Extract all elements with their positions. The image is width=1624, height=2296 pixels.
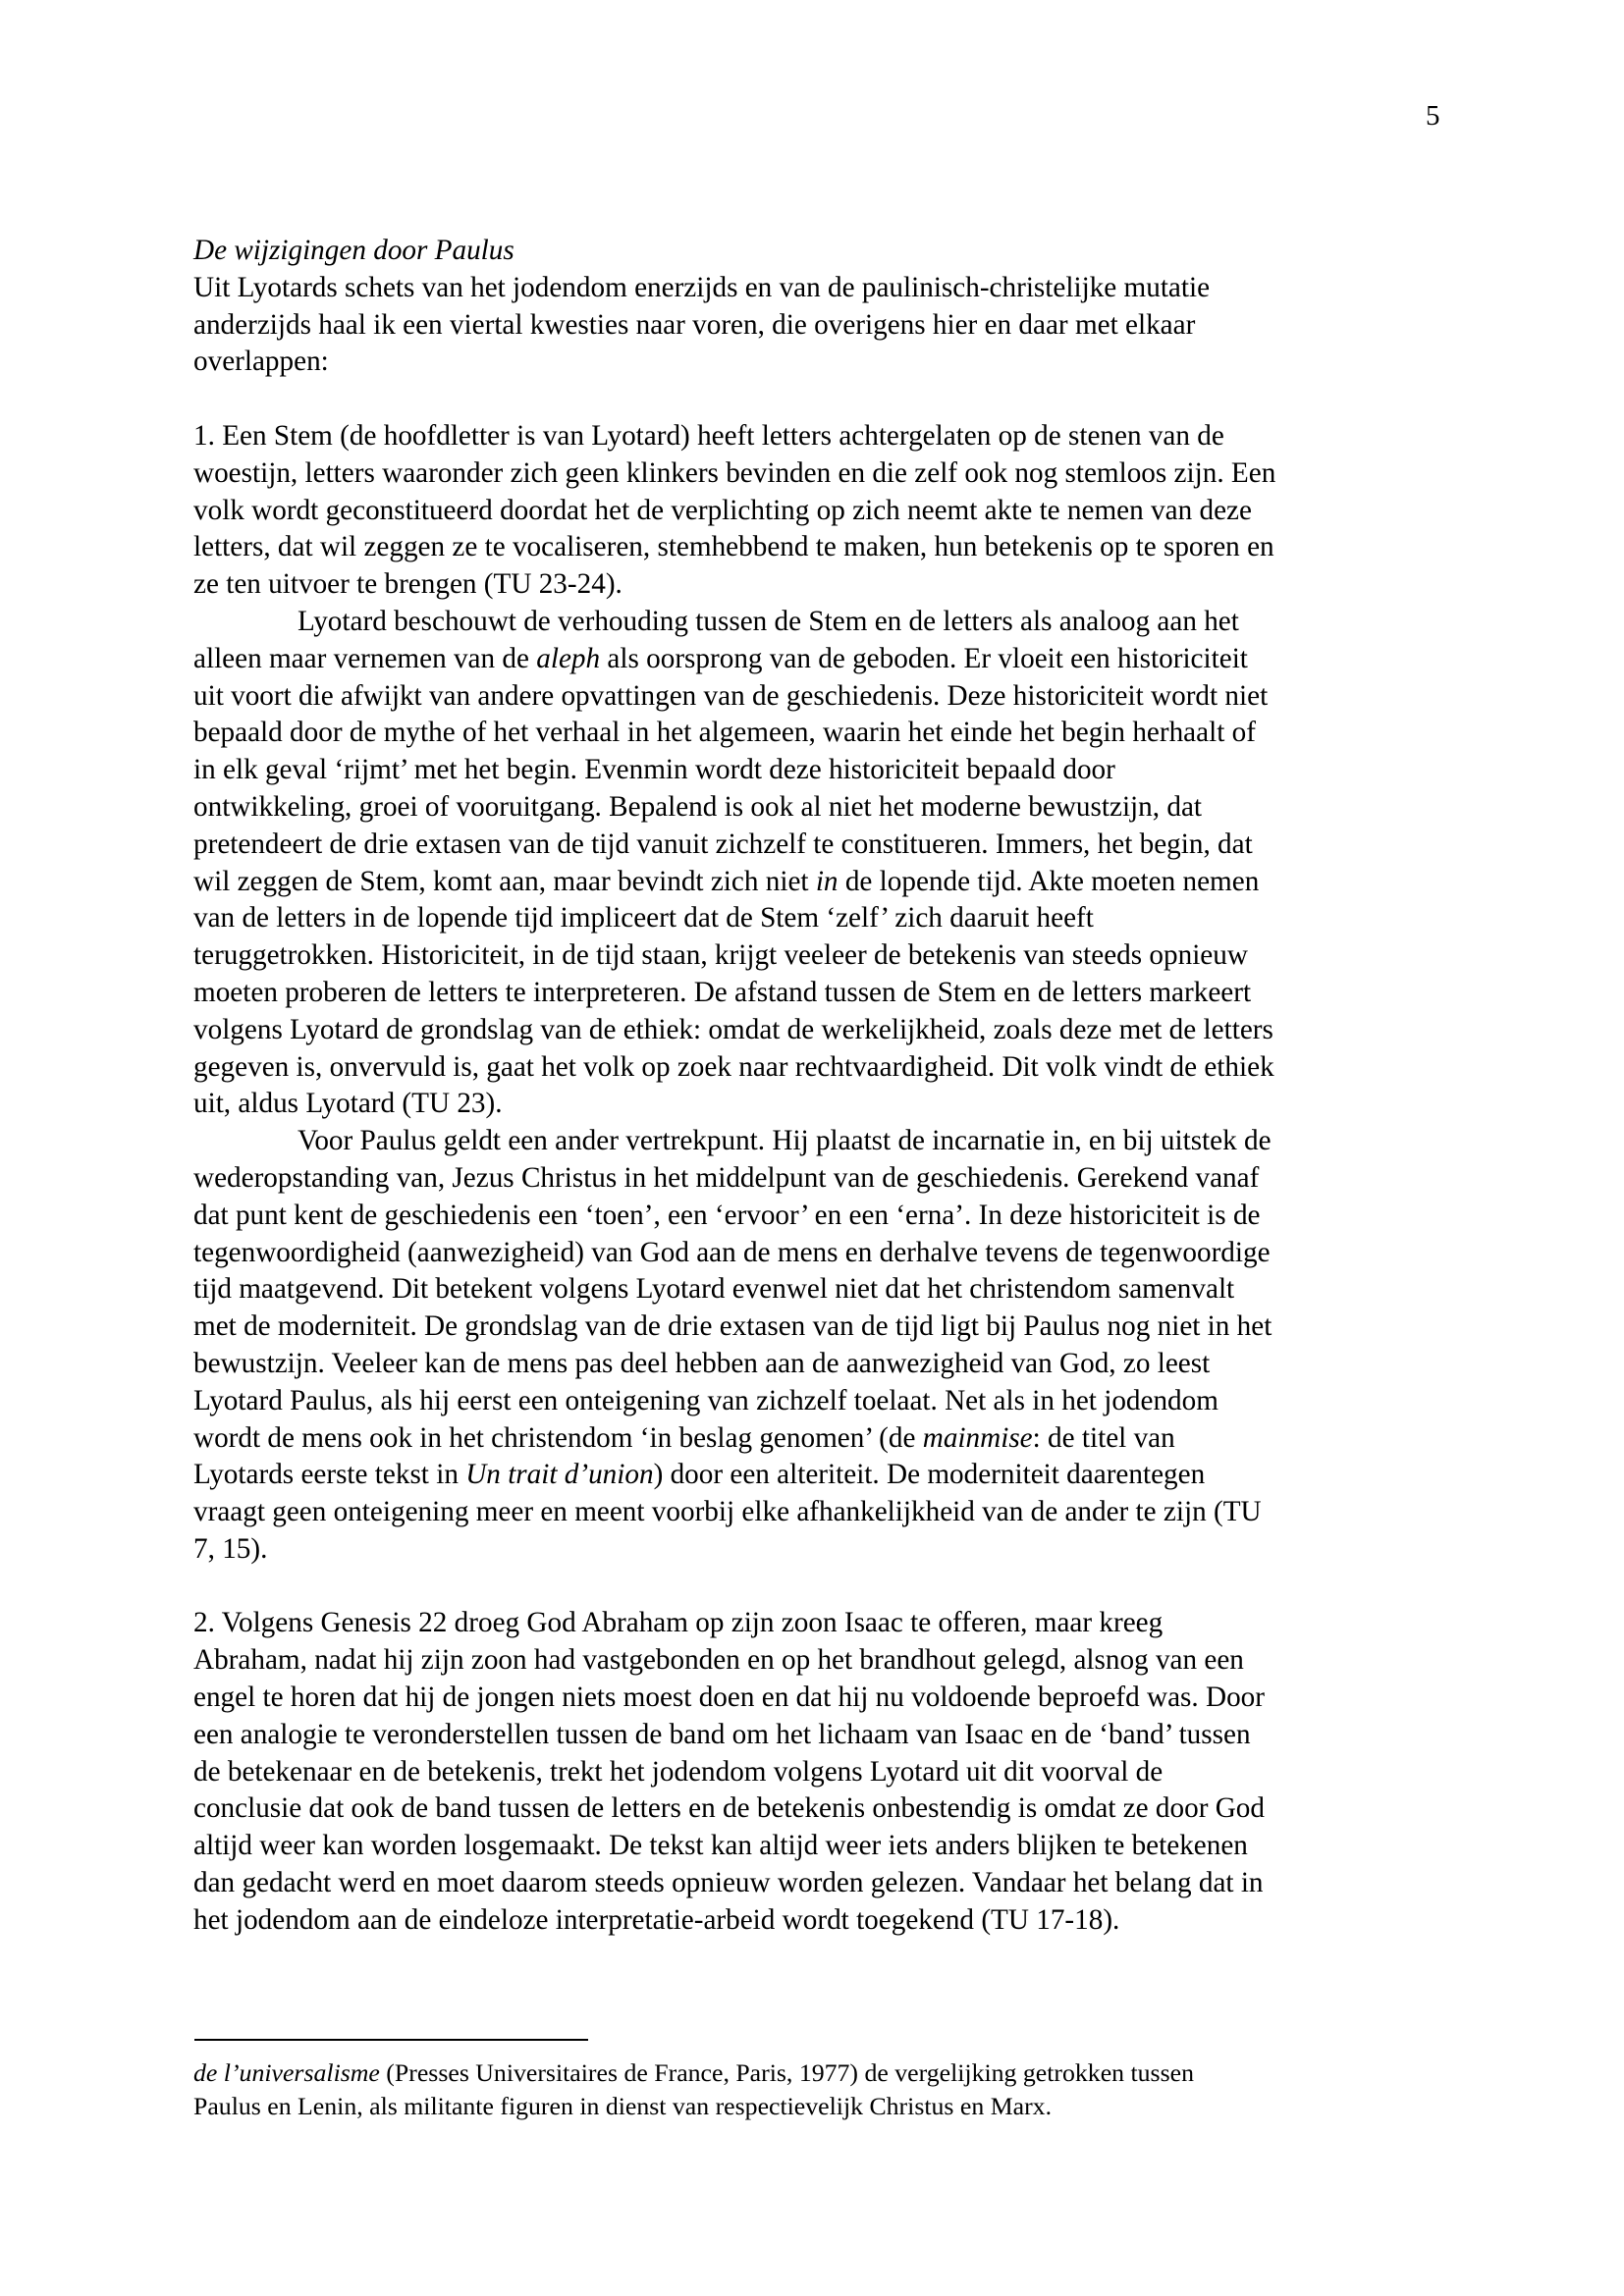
paragraph-line: uit voort die afwijkt van andere opvattingen van de geschiedenis. Deze historiciteit wordt niet <box>193 679 1269 712</box>
footnote-separator <box>194 2039 588 2041</box>
paragraph-line: Lyotard Paulus, als hij eerst een onteigening van zichzelf toelaat. Net als in het jodendom <box>193 1384 1218 1416</box>
text-run: alleen maar vernemen van de <box>193 642 537 674</box>
text-run: wil zeggen de Stem, komt aan, maar bevindt zich niet <box>193 865 816 897</box>
emphasis-in: in <box>815 865 839 897</box>
text-run: Lyotards eerste tekst in <box>193 1459 466 1491</box>
text-run: als oorsprong van de geboden. Er vloeit een historiciteit <box>600 642 1248 674</box>
paragraph-line: van de letters in de lopende tijd impliceert dat de Stem ‘zelf’ zich daaruit heeft <box>193 902 1094 934</box>
footnote-line: Paulus en Lenin, als militante figuren in dienst van respectievelijk Christus en Marx. <box>193 2092 1053 2120</box>
point2-line: engel te horen dat hij de jongen niets moest doen en dat hij nu voldoende beproefd was. Door <box>193 1682 1265 1714</box>
point2-line: de betekenaar en de betekenis, trekt het jodendom volgens Lyotard uit dit voorval de <box>193 1755 1164 1788</box>
paragraph-line: wederopstanding van, Jezus Christus in het middelpunt van de geschiedenis. Gerekend vanaf <box>193 1161 1260 1194</box>
point2-line: een analogie te veronderstellen tussen de band om het lichaam van Isaac en de ‘band’ tussen <box>193 1718 1251 1750</box>
point1-line: volk wordt geconstitueerd doordat het de verplichting op zich neemt akte te nemen van deze <box>193 494 1252 526</box>
paragraph-line <box>193 1420 1450 1458</box>
paragraph-line: tijd maatgevend. Dit betekent volgens Lyotard evenwel niet dat het christendom samenvalt <box>193 1273 1235 1306</box>
paragraph-line: ontwikkeling, groei of vooruitgang. Bepalend is ook al niet het moderne bewustzijn, dat <box>193 790 1203 823</box>
paragraph-line: volgens Lyotard de grondslag van de ethiek: omdat de werkelijkheid, zoals deze met de letters <box>193 1013 1273 1045</box>
paragraph-line: bepaald door de mythe of het verhaal in het algemeen, waarin het einde het begin herhaalt of <box>193 717 1256 749</box>
paragraph-line: Lyotard beschouwt de verhouding tussen de Stem en de letters als analoog aan het <box>298 605 1239 637</box>
emphasis-mainmise: mainmise <box>922 1421 1033 1454</box>
paragraph-line: bewustzijn. Veeleer kan de mens pas deel hebben aan de aanwezigheid van God, zo leest <box>193 1347 1211 1379</box>
paragraph-line: tegenwoordigheid (aanwezigheid) van God aan de mens en derhalve tevens de tegenwoordige <box>193 1236 1271 1268</box>
main-text <box>193 233 1450 1940</box>
paragraph-line: gegeven is, onvervuld is, gaat het volk op zoek naar rechtvaardigheid. Dit volk vindt de ethiek <box>193 1050 1274 1083</box>
paragraph-line: Voor Paulus geldt een ander vertrekpunt. Hij plaatst de incarnatie in, en bij uitstek de <box>298 1125 1272 1157</box>
paragraph-line: uit, aldus Lyotard (TU 23). <box>193 1088 503 1120</box>
point1-line: ze ten uitvoer te brengen (TU 23-24). <box>193 568 623 601</box>
point2-line: 2. Volgens Genesis 22 droeg God Abraham op zijn zoon Isaac te offeren, maar kreeg <box>193 1607 1164 1639</box>
paragraph-line: pretendeert de drie extasen van de tijd vanuit zichzelf te constitueren. Immers, het begin, dat <box>193 828 1253 860</box>
paragraph-line <box>193 864 1450 901</box>
page-number: 5 <box>1426 100 1440 132</box>
paragraph-line: moeten proberen de letters te interpreteren. De afstand tussen de Stem en de letters markeert <box>193 976 1252 1008</box>
point2-line: dan gedacht werd en moet daarom steeds opnieuw worden gelezen. Vandaar het belang dat in <box>193 1867 1264 1899</box>
footnote-line <box>193 2056 1450 2090</box>
footnote <box>193 2056 1450 2123</box>
paragraph-line: met de moderniteit. De grondslag van de drie extasen van de tijd ligt bij Paulus nog niet in het <box>193 1310 1272 1343</box>
footnote-title: de l’universalisme <box>193 2058 380 2087</box>
point2-line: Abraham, nadat hij zijn zoon had vastgebonden en op het brandhout gelegd, alsnog van een <box>193 1644 1244 1677</box>
intro-line: overlappen: <box>193 346 329 378</box>
point1-line: woestijn, letters waaronder zich geen klinkers bevinden en die zelf ook nog stemloos zijn. Een <box>193 456 1276 489</box>
intro-line: anderzijds haal ik een viertal kwesties naar voren, die overigens hier en daar met elkaar <box>193 308 1196 341</box>
emphasis-aleph: aleph <box>536 642 601 674</box>
paragraph-line: dat punt kent de geschiedenis een ‘toen’, een ‘ervoor’ en een ‘erna’. In deze historiciteit is de <box>193 1199 1261 1231</box>
paragraph-line: in elk geval ‘rijmt’ met het begin. Evenmin wordt deze historiciteit bepaald door <box>193 754 1115 786</box>
text-run: de lopende tijd. Akte moeten nemen <box>838 865 1260 897</box>
paragraph-line: vraagt geen onteigening meer en meent voorbij elke afhankelijkheid van de ander te zijn (TU <box>193 1496 1262 1528</box>
text-run: : de titel van <box>1032 1421 1175 1454</box>
paragraph-line: teruggetrokken. Historiciteit, in de tijd staan, krijgt veeleer de betekenis van steeds opnieuw <box>193 939 1248 972</box>
emphasis-title: Un trait d’union <box>465 1459 654 1491</box>
paragraph-line <box>193 641 1450 678</box>
point1-line: 1. Een Stem (de hoofdletter is van Lyotard) heeft letters achtergelaten op de stenen van de <box>193 419 1224 452</box>
point2-line: conclusie dat ook de band tussen de letters en de betekenis onbestendig is omdat ze door God <box>193 1792 1265 1825</box>
paragraph-gap <box>193 1569 1450 1606</box>
paragraph-line <box>193 1457 1450 1494</box>
paragraph-gap <box>193 381 1450 418</box>
text-run: ) door een alteriteit. De moderniteit daarentegen <box>653 1459 1206 1491</box>
section-heading: De wijzigingen door Paulus <box>193 235 514 266</box>
point2-line: altijd weer kan worden losgemaakt. De tekst kan altijd weer iets anders blijken te betekenen <box>193 1830 1248 1862</box>
intro-line: Uit Lyotards schets van het jodendom enerzijds en van de paulinisch-christelijke mutatie <box>193 271 1211 303</box>
text-run: (Presses Universitaires de France, Paris, 1977) de vergelijking getrokken tussen <box>379 2058 1194 2087</box>
paragraph-line: 7, 15). <box>193 1532 268 1565</box>
point2-line: het jodendom aan de eindeloze interpretatie-arbeid wordt toegekend (TU 17-18). <box>193 1903 1120 1936</box>
point1-line: letters, dat wil zeggen ze te vocaliseren, stemhebbend te maken, hun betekenis op te sporen en <box>193 531 1274 563</box>
text-run: wordt de mens ook in het christendom ‘in beslag genomen’ (de <box>193 1421 923 1454</box>
